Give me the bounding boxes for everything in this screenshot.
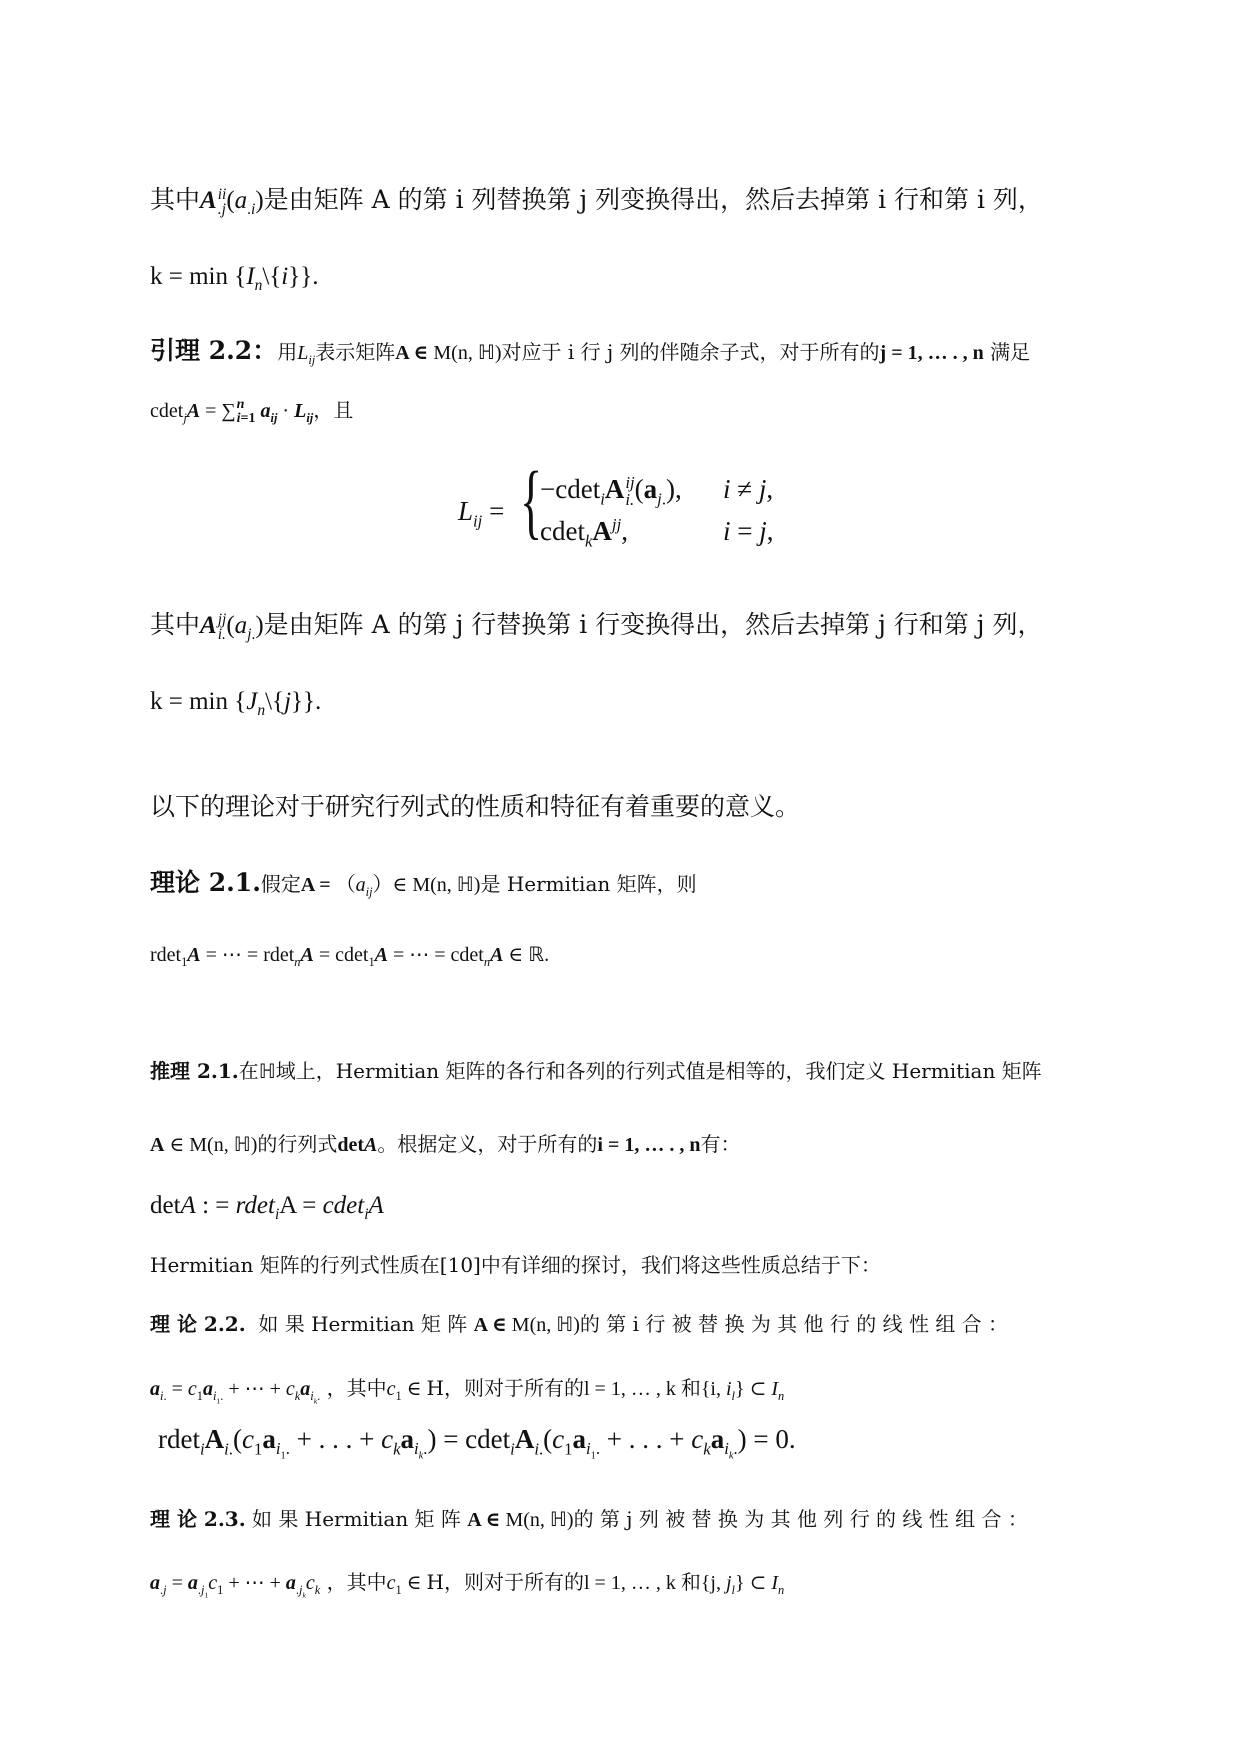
formula-inline: A jj i. $(a_{j.})$ [200,610,264,644]
paragraph-line [150,180,1043,218]
paragraph-line [150,605,1042,643]
text: 。根据定义，对于所有的 [377,1132,598,1156]
formula-inline: A ii .j $(a_{.i})$ [200,185,264,219]
formula-line: $rdet_iA_{i.}(c_1a_{i_1.}$ + . . . + $c_ka_{i_k.}) = cdet_iA_{i.}(c_1a_{i_1.}$ + . . . + $c_ka_{i_k.}) = 0$. [158,1424,796,1462]
theorem-line: 理 论 2.2. 如 果 Hermitian 矩 阵 A ∈ M(n, ℍ)的 第 i 行 被 替 换 为 其 他 行 的 线 性 组 合 ： [150,1312,1009,1336]
text: 假定 [260,872,301,896]
text: 如 果 Hermitian 矩 阵 [252,1507,461,1531]
text: 是由矩阵 A 的第 i 列替换第 j 列变换得出，然后去掉第 i 行和第 i 列， [263,185,1043,214]
text: 域上，Hermitian 矩阵的各行和各列的行列式值是相等的，我们定义 Hermitian 矩阵 [275,1059,1042,1083]
corollary-line: A ∈ M(n, ℍ)的行列式detA。根据定义，对于所有的i = 1, … . , n有： [150,1132,741,1156]
text: 的 第 i 行 被 替 换 为 其 他 行 的 线 性 组 合 ： [579,1312,1009,1336]
text: 其中 [150,610,201,639]
text: 满足 [990,340,1031,364]
paragraph-line: 以下的理论对于研究行列式的性质和特征有着重要的意义。 [150,792,801,821]
text: 有： [700,1132,741,1156]
lemma-label: 引理 2.2： [150,336,278,365]
text: 的 第 j 列 被 替 换 为 其 他 列 行 的 线 性 组 合 ： [573,1507,1028,1531]
formula-line: $k = \min \{J_n\backslash\{j\}\}$. [150,688,322,719]
text: 对应于 i 行 j 列的伴随余子式，对于所有的 [501,340,880,364]
lemma-line: 引理 2.2：用$L_{ij}$表示矩阵A ∈ M(n, ℍ)对应于 i 行 j 列的伴随余子式，对于所有的j = 1, … . , n 满足 [150,336,1031,367]
theorem-label: 理 论 2.2. [150,1312,246,1336]
theorem-line: $a_{i.} = c_1a_{i_1.}$ + ⋯ + $c_ka_{i_k.}$ ，其中$c_1$ ∈ H，则对于所有的l = 1, … , k 和{i, $i_l$} ⊂ $I_n$ [150,1376,785,1406]
text: 且 [333,398,354,422]
theorem-label: 理论 2.1. [150,868,261,897]
text: 和 [680,1570,701,1594]
text: 表示矩阵 [315,340,396,364]
text: 和 [680,1376,701,1400]
text: 其中 [150,185,201,214]
theorem-line: 理 论 2.3. 如 果 Hermitian 矩 阵 A ∈ M(n, ℍ)的 第 j 列 被 替 换 为 其 他 列 行 的 线 性 组 合 ： [150,1507,1028,1531]
text: 用 [277,340,298,364]
theorem-label: 理 论 2.3. [150,1507,246,1531]
formula-line: detA : = rdet$_i$A = cdet$_i$A [150,1192,384,1223]
theorem-line: 理论 2.1.假定$A = (a_{ij})\in$ M(n, ℍ)是 Hermitian 矩阵，则 [150,868,697,899]
text: 如 果 Hermitian 矩 阵 [258,1312,468,1336]
corollary-line: 推理 2.1.在ℍ域上，Hermitian 矩阵的各行和各列的行列式值是相等的，我们定义 Hermitian 矩阵 [150,1059,1042,1083]
text: 是由矩阵 A 的第 j 行替换第 i 行变换得出，然后去掉第 j 行和第 j 列， [263,610,1043,639]
text: ，其中 [326,1376,387,1400]
formula-line: rdet$_1$A = ⋯ = rdet$_n$A = cdet$_1$A = ⋯ = cdet$_n$A ∈ ℝ. [150,942,550,969]
text: 的行列式 [257,1132,338,1156]
text: H，则对于所有的 [426,1570,584,1594]
text: 是 Hermitian 矩阵，则 [480,872,697,896]
formula-line: cdet$_j$A = ∑ n i=1 $a_{ij} \cdot L_{ij}$，且 [150,397,354,427]
corollary-label: 推理 2.1. [150,1059,239,1083]
paragraph-line: Hermitian 矩阵的行列式性质在[10]中有详细的探讨，我们将这些性质总结于下： [150,1253,881,1277]
theorem-line: $a_{.j} = a_{.j_1}c_1$ + ⋯ + $a_{.j_k}c_k$ ，其中$c_1$ ∈ H，则对于所有的l = 1, … , k 和{j, $j_l$} ⊂ $I_n$ [150,1570,785,1600]
text: H，则对于所有的 [426,1376,584,1400]
text: 在 [238,1059,259,1083]
text: ，其中 [326,1570,387,1594]
formula-line: $k = \min \{I_n\backslash\{i\}\}$. [150,263,319,294]
